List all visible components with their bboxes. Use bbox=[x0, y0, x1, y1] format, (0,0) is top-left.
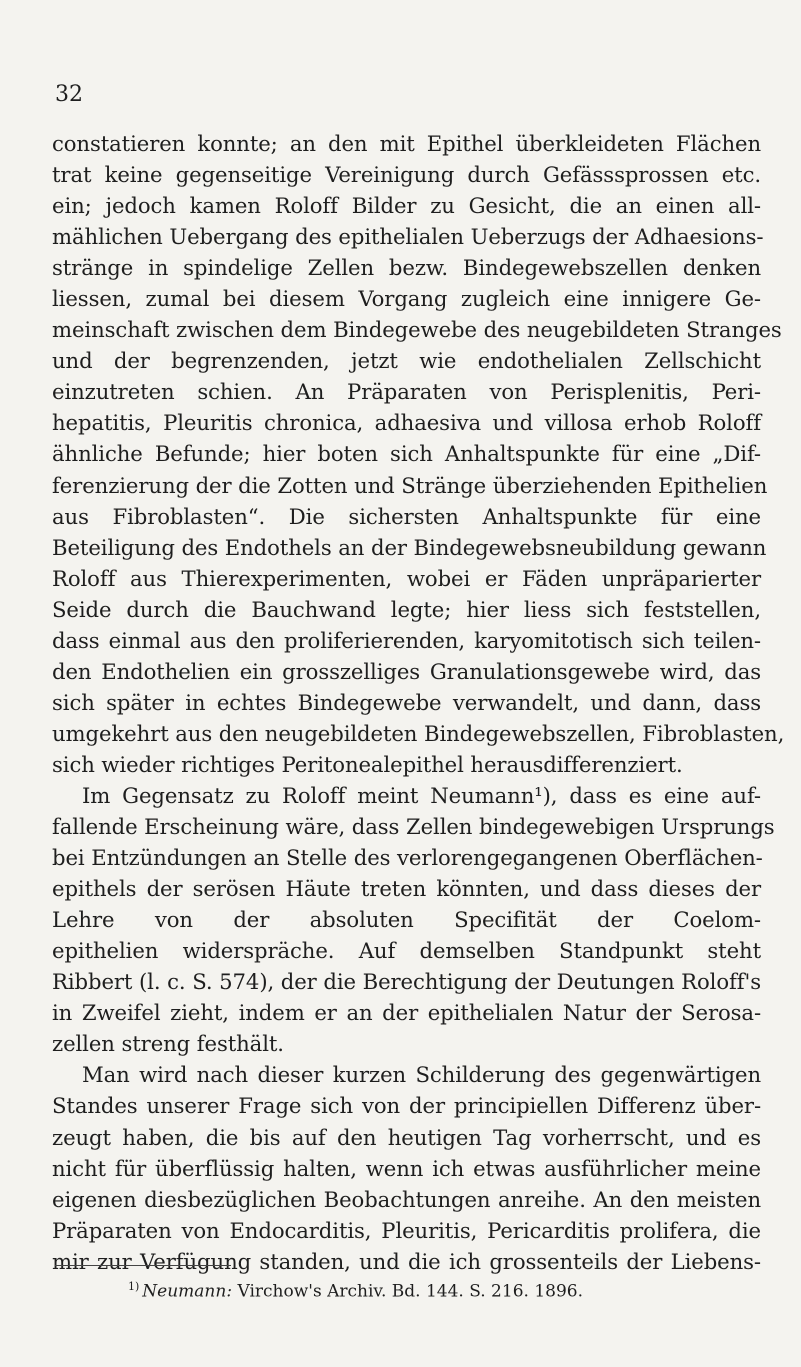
text-line: stränge in spindelige Zellen bezw. Bindegewebszellen denken bbox=[52, 255, 761, 281]
text-line: Ribbert (l. c. S. 574), der die Berechtigung der Deutungen Roloff's bbox=[52, 969, 761, 995]
text-line: hepatitis, Pleuritis chronica, adhaesiva und villosa erhob Roloff bbox=[52, 410, 761, 436]
text-line: constatieren konnte; an den mit Epithel überkleideten Flächen bbox=[52, 131, 761, 156]
text-line: ferenzierung der die Zotten und Stränge überziehenden Epithelien bbox=[52, 472, 768, 498]
text-line: ein; jedoch kamen Roloff Bilder zu Gesicht, die an einen all- bbox=[52, 193, 761, 219]
text-line: bei Entzündungen an Stelle des verlorengegangenen Oberflächen- bbox=[52, 845, 763, 871]
text-line: epithels der serösen Häute treten könnten, und dass dieses der bbox=[52, 876, 761, 902]
text-line: einzutreten schien. An Präparaten von Perisplenitis, Peri- bbox=[52, 379, 761, 405]
text-line: Präparaten von Endocarditis, Pleuritis, Pericarditis prolifera, die bbox=[52, 1217, 761, 1243]
text-line: Man wird nach dieser kurzen Schilderung des gegenwärtigen bbox=[82, 1062, 761, 1088]
text-line: aus Fibroblasten“. Die sichersten Anhaltspunkte für eine bbox=[52, 503, 761, 529]
text-line: ähnliche Befunde; hier boten sich Anhaltspunkte für eine „Dif- bbox=[52, 441, 761, 467]
text-line: nicht für überflüssig halten, wenn ich etwas ausführlicher meine bbox=[52, 1155, 761, 1181]
text-line: fallende Erscheinung wäre, dass Zellen bindegewebigen Ursprungs bbox=[52, 814, 775, 840]
footnote bbox=[128, 1280, 583, 1302]
text-line: zeugt haben, die bis auf den heutigen Tag vorherrscht, und es bbox=[52, 1124, 761, 1150]
text-line: eigenen diesbezüglichen Beobachtungen anreihe. An den meisten bbox=[52, 1186, 761, 1212]
text-line: den Endothelien ein grosszelliges Granulationsgewebe wird, das bbox=[52, 658, 761, 684]
text-line: Roloff aus Thierexperimenten, wobei er Fäden unpräparierter bbox=[52, 565, 761, 591]
text-line: liessen, zumal bei diesem Vorgang zugleich eine innigere Ge- bbox=[52, 286, 761, 312]
text-line: Im Gegensatz zu Roloff meint Neumann¹), dass es eine auf- bbox=[82, 782, 761, 808]
footnote-separator bbox=[55, 1265, 231, 1266]
footnote-text: Virchow's Archiv. Bd. 144. S. 216. 1896. bbox=[237, 1281, 583, 1302]
text-line: dass einmal aus den proliferierenden, karyomitotisch sich teilen- bbox=[52, 627, 761, 653]
text-line: mir zur Verfügung standen, und die ich grossenteils der Liebens- bbox=[52, 1248, 761, 1274]
text-line: Standes unserer Frage sich von der principiellen Differenz über- bbox=[52, 1093, 761, 1119]
text-line: sich wieder richtiges Peritonealepithel herausdifferenziert. bbox=[52, 751, 683, 777]
text-line: epithelien widerspräche. Auf demselben Standpunkt steht bbox=[52, 938, 761, 964]
body-text bbox=[52, 128, 785, 1277]
footnote-author: Neumann: bbox=[142, 1281, 233, 1302]
text-line: trat keine gegenseitige Vereinigung durch Gefässsprossen etc. bbox=[52, 162, 761, 188]
text-line: Beteiligung des Endothels an der Bindegewebsneubildung gewann bbox=[52, 534, 767, 560]
text-line: mählichen Uebergang des epithelialen Ueberzugs der Adhaesions- bbox=[52, 224, 764, 250]
page-number: 32 bbox=[55, 82, 83, 107]
text-line: umgekehrt aus den neugebildeten Bindegewebszellen, Fibroblasten, bbox=[52, 720, 785, 746]
text-line: meinschaft zwischen dem Bindegewebe des neugebildeten Stranges bbox=[52, 317, 782, 343]
text-line: Seide durch die Bauchwand legte; hier liess sich feststellen, bbox=[52, 596, 761, 622]
text-line: Lehre von der absoluten Specifität der Coelom- bbox=[52, 907, 761, 933]
text-line: und der begrenzenden, jetzt wie endothelialen Zellschicht bbox=[52, 348, 761, 374]
footnote-mark: 1) bbox=[128, 1280, 140, 1293]
text-line: sich später in echtes Bindegewebe verwandelt, und dann, dass bbox=[52, 689, 761, 715]
text-line: zellen streng festhält. bbox=[52, 1031, 284, 1057]
text-line: in Zweifel zieht, indem er an der epithelialen Natur der Serosa- bbox=[52, 1000, 761, 1026]
